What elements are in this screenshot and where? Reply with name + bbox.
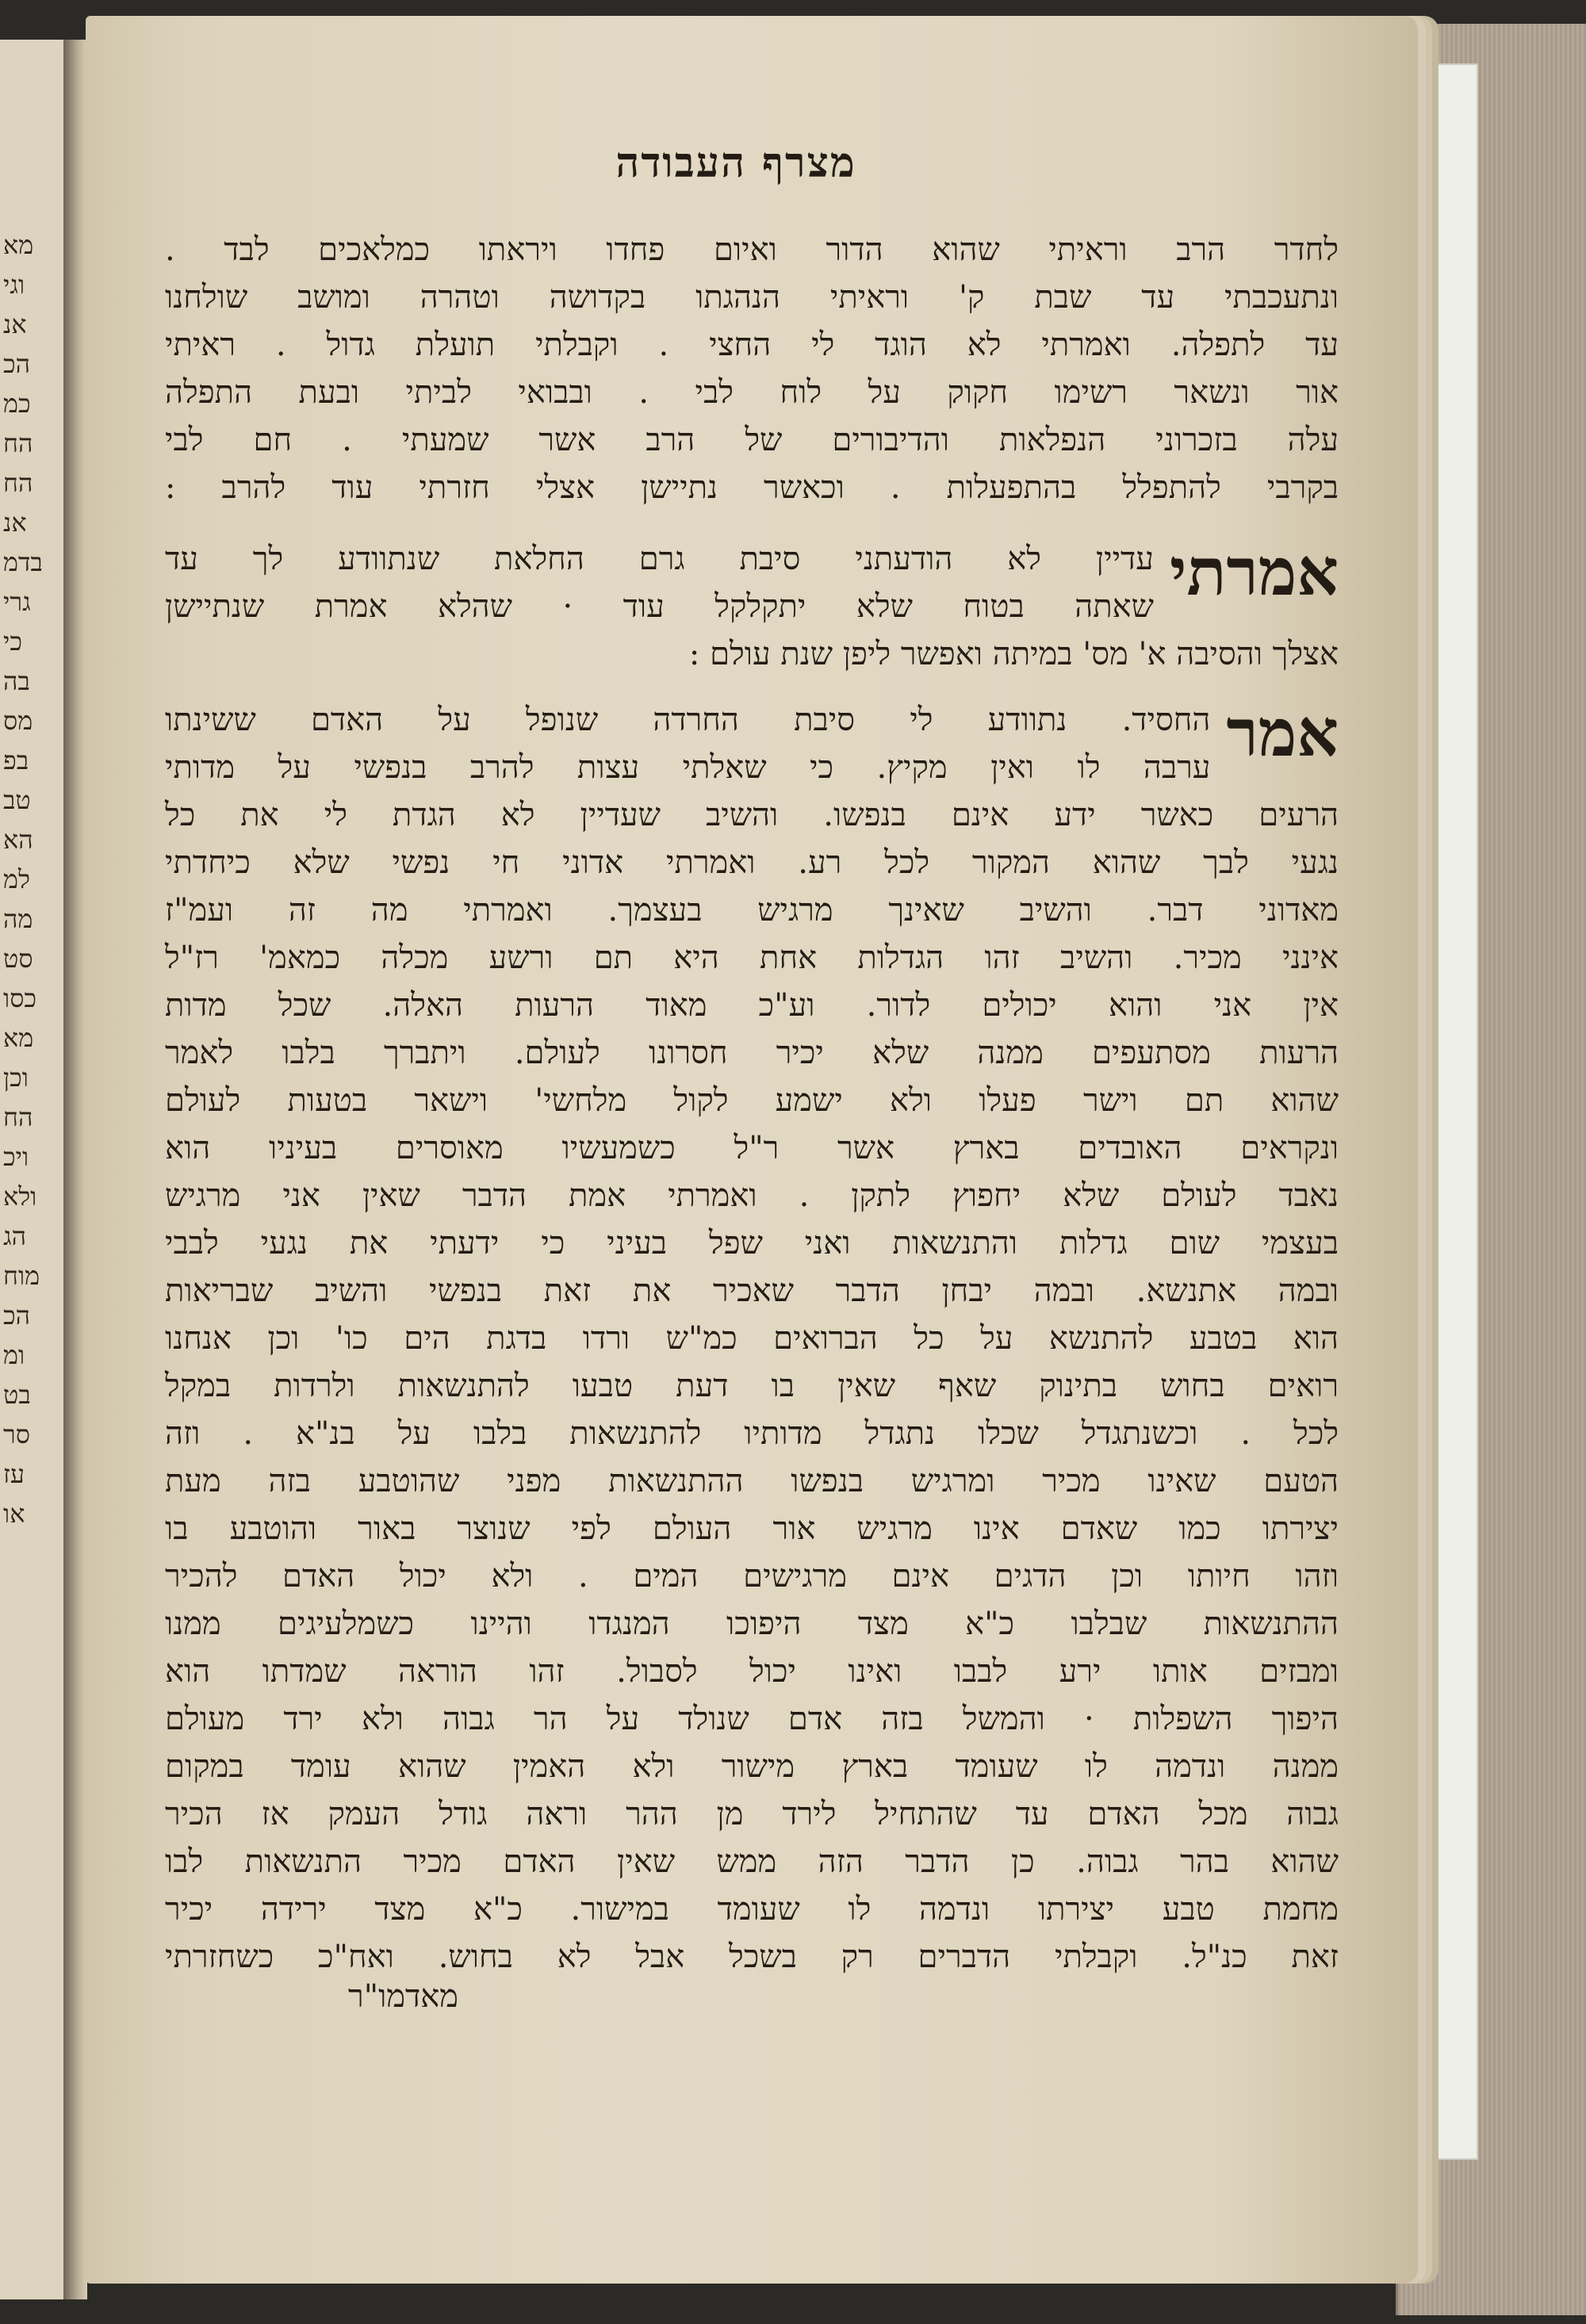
running-head: מצרף העבודה [615, 139, 856, 187]
text-line: הוא בטבע להתנשא על כל הברואים כמ"ש ורדו בדגת הים כו' וכן אנחנו [165, 1320, 1339, 1357]
left-page-line: למ [3, 864, 30, 894]
left-page-line: אנ [3, 309, 27, 339]
text-line: ממנה ונדמה לו שעומד בארץ מישור ולא האמין שהוא עומד במקום [165, 1748, 1339, 1785]
text-line: אין אני והוא יכולים לדור. וע"כ מאוד הרעות האלה. שכל מדות [165, 987, 1339, 1024]
text-line: לכל . וכשנתגדל שכלו נתגדל מדותיו להתנשאות בלבו על בנ"א . וזה [165, 1415, 1339, 1452]
left-page-line: מא [3, 230, 34, 260]
left-page-line: ויכ [3, 1142, 29, 1172]
text-line: לחדר הרב וראיתי שהוא הדור ואיום פחדו ויראתו כמלאכים לבד . [165, 232, 1339, 268]
text-line: ובמה אתנשא. ובמה יבחן הדבר שאכיר את זאת בנפשי והשיב שבריאות [165, 1273, 1339, 1309]
left-page-line: הכ [3, 1300, 31, 1330]
book-gutter [63, 40, 87, 2299]
inner-cover-board [1412, 63, 1478, 2160]
left-page-line: ולא [3, 1181, 37, 1212]
left-page-line: הכ [3, 349, 31, 379]
page-content [109, 16, 1362, 2284]
left-page-line: בפ [3, 745, 29, 775]
text-line: היפוך השפלות · והמשל בזה אדם שנולד על הר גבוה ולא ירד מעולם [165, 1701, 1339, 1737]
text-line: זאת כנ"ל. וקבלתי הדברים רק בשכל אבל לא בחוש. ואח"כ כשחזרתי [165, 1939, 1339, 1975]
left-page-line: אנ [3, 507, 27, 538]
text-line: הרעים כאשר ידע אינם בנפשו. והשיב שעדיין לא הגדת לי את כל [165, 797, 1339, 833]
left-page-line: הא [3, 825, 33, 855]
left-page-line: הח [3, 1102, 33, 1132]
left-page-line: טב [3, 785, 31, 815]
text-line: הרעות מסתעפים ממנה שלא יכיר חסרונו לעולם. ויתברך בלבו לאמר [165, 1035, 1339, 1071]
left-page-line: ומ [3, 1340, 25, 1370]
answer-lines [165, 696, 1339, 1981]
catchword: מאדמו"ר [348, 1978, 458, 2015]
text-line: רואים בחוש בתינוק שאף שאין בו דעת טבעו להתנשאות ולרדות במקל [165, 1368, 1339, 1404]
text-line: בקרבי להתפלל בהתפעלות . וכאשר נתיישן אצלי חזרתי עוד להרב : [165, 469, 1339, 506]
text-line: שאתה בטוח שלא יתקלקל עוד · שהלא אמרת שנתיישן [165, 588, 1154, 625]
text-line: שהוא תם וישר פעלו ולא ישמע לקול מלחשי' וישאר בטעות לעולם [165, 1082, 1339, 1119]
text-line: הטעם שאינו מכיר ומרגיש בנפשו ההתנשאות מפני שהוטבע בזה מעת [165, 1463, 1339, 1499]
text-line: שהוא בהר גבוה. כן הדבר הזה ממש שאין האדם מכיר התנשאות לבו [165, 1844, 1339, 1880]
text-line: ונקראים האובדים בארץ אשר ר"ל כשמעשיו מאוסרים בעיניו הוא [165, 1130, 1339, 1166]
left-page-line: או [3, 1499, 25, 1529]
text-line: נאבד לעולם שלא יחפוץ לתקן . ואמרתי אמת הדבר שאין אני מרגיש [165, 1177, 1339, 1214]
left-page-line: גרי [3, 587, 31, 617]
paragraph-answer [165, 696, 1339, 1981]
text-line: וזהו חיותו וכן הדגים אינם מרגישים המים . ולא יכול האדם להכיר [165, 1558, 1339, 1595]
text-line: מאדוני דבר. והשיב שאינך מרגיש בעצמך. ואמרתי מה זה ועמ"ז [165, 892, 1339, 928]
text-line: אצלך והסיבה א' מס' במיתה ואפשר ליפן שנת עולם : [688, 636, 1339, 672]
left-page-line: הח [3, 428, 33, 458]
left-page-line: עז [3, 1459, 25, 1489]
lead-word: אמר [1226, 695, 1339, 771]
text-line: אינני מכיר. והשיב זהו הגדלות אחת היא תם ורשע מכלה כמאמ' רז"ל [165, 940, 1339, 976]
text-line: מחמת טבע יצירתו ונדמה לו שעומד במישור. כ"א מצד ירידה יכיר [165, 1891, 1339, 1928]
left-page-line: כמ [3, 389, 31, 419]
left-page-line: וגי [3, 270, 25, 300]
left-page-line: מא [3, 1023, 34, 1053]
left-page-line: מוח [3, 1261, 40, 1291]
left-page-line: מה [3, 904, 33, 934]
left-page-line: הח [3, 468, 33, 498]
text-line: ומבזים אותו ירע לבבו ואינו יכול לסבול. זהו הוראה שמדתו הוא [165, 1653, 1339, 1690]
left-page-line: בט [3, 1380, 31, 1410]
paragraph-continuation [165, 226, 1339, 511]
text-line: אור ונשאר רשימו חקוק על לוח לבי . ובבואי לביתי ובעת התפלה [165, 374, 1339, 411]
text-line: עד לתפלה. ואמרתי לא הוגד לי החצי . וקבלתי תועלת גדול . ראיתי [165, 327, 1339, 363]
left-page-line: בדמ [3, 547, 43, 577]
text-line: בעצמי שום גדלות והתנשאות ואני שפל בעיני כי ידעתי את נגעי לבבי [165, 1225, 1339, 1262]
text-line: עלה בזכרוני הנפלאות והדיבורים של הרב אשר שמעתי . חם לבי [165, 422, 1339, 458]
text-line: ונתעכבתי עד שבת ק' וראיתי הנהגתו בקדושה וטהרה ומושב שולחנו [165, 279, 1339, 316]
text-line: החסיד. נתוודע לי סיבת החרדה שנופל על האדם ששינתו [165, 702, 1211, 738]
text-line: ההתנשאות שבלבו כ"א מצד היפוכו המנגדו והיינו כשמלעיגים ממנו [165, 1606, 1339, 1642]
text-line: נגעי לבך שהוא המקור לכל רע. ואמרתי אדוני חי נפשי שלא כיחדתי [165, 844, 1339, 881]
left-page-line: בה [3, 666, 30, 696]
left-page-line: וכן [3, 1062, 29, 1093]
left-page-line: כסו [3, 983, 37, 1013]
text-line: גבוה מכל האדם עד שהתחיל לירד מן ההר וראה גודל העמק אז הכיר [165, 1796, 1339, 1832]
book-page [86, 16, 1418, 2284]
left-page-line: כי [3, 626, 23, 657]
lead-word: אמרתי [1169, 534, 1339, 611]
left-page-line: מס [3, 706, 33, 736]
text-line: יצירתו כמו שאדם אינו מרגיש אור העולם לפי שנוצר באור והוטבע בו [165, 1510, 1339, 1547]
text-line: ערבה לו ואין מקיץ. כי שאלתי עצות להרב בנפשי על מדותי [165, 749, 1211, 786]
left-page-line: סר [3, 1419, 30, 1449]
left-page-line: הג [3, 1221, 26, 1251]
paragraph-question [165, 535, 1339, 678]
text-line: עדיין לא הודעתני סיבת גרם החלאת שנתוודע לך עד [165, 541, 1154, 577]
left-page-line: סט [3, 944, 33, 974]
